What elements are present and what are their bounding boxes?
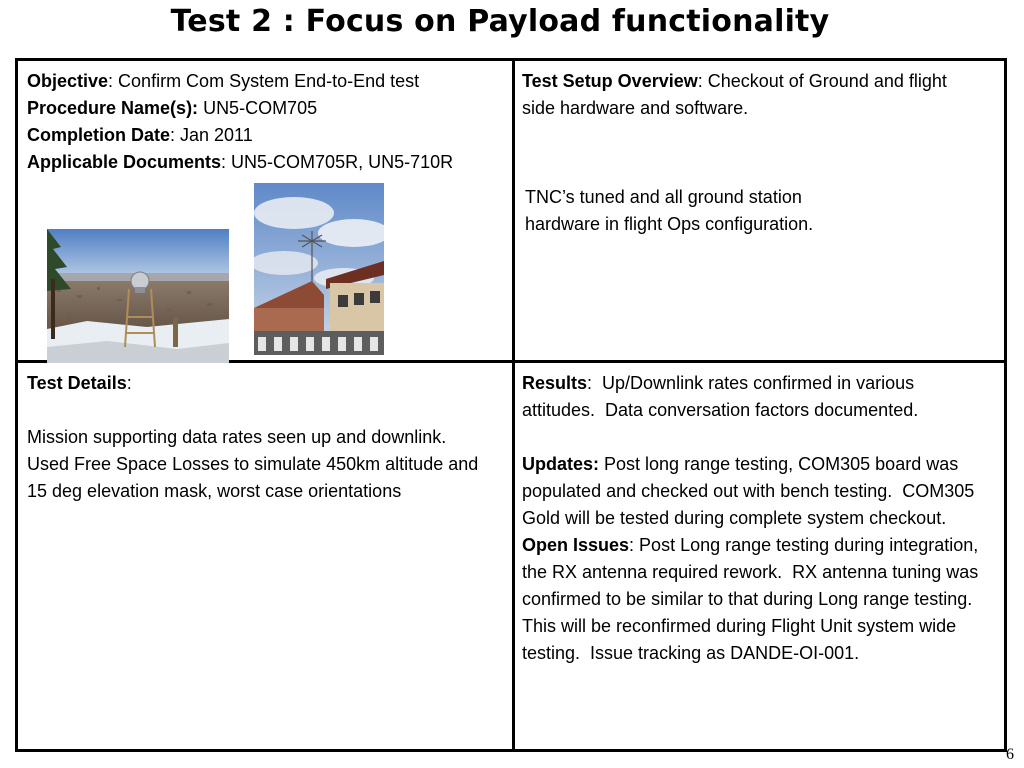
- results-line-1: [522, 370, 1006, 397]
- documents-line: [27, 149, 507, 176]
- page-number: 6: [1006, 746, 1014, 763]
- documents-value: : UN5-COM705R, UN5-710R: [221, 152, 454, 172]
- documents-label: Applicable Documents: [27, 152, 222, 172]
- details-colon: :: [126, 373, 132, 393]
- issues-value-1: : Post Long range testing during integration,: [629, 535, 979, 555]
- details-line-2: Used Free Space Losses to simulate 450km altitude and: [27, 454, 479, 474]
- results-line-2: attitudes. Data conversation factors documented.: [522, 400, 919, 420]
- results-value-1: : Up/Downlink rates confirmed in various: [587, 373, 915, 393]
- setup-line-2: side hardware and software.: [522, 98, 749, 118]
- completion-value: : Jan 2011: [170, 125, 253, 145]
- tnc-note-line-2: hardware in flight Ops configuration.: [525, 214, 814, 234]
- details-line-3: 15 deg elevation mask, worst case orientations: [27, 481, 402, 501]
- content-grid: [15, 58, 1007, 752]
- updates-line-1: [522, 451, 1006, 478]
- updates-value-1: Post long range testing, COM305 board was: [599, 454, 959, 474]
- details-heading: [27, 370, 507, 397]
- details-line-1: Mission supporting data rates seen up and downlink.: [27, 427, 447, 447]
- results-label: Results: [522, 373, 588, 393]
- tnc-note: [525, 184, 985, 238]
- completion-label: Completion Date: [27, 125, 171, 145]
- updates-label: Updates:: [522, 454, 600, 474]
- issues-line-5: testing. Issue tracking as DANDE-OI-001.: [522, 643, 860, 663]
- details-label: Test Details: [27, 373, 127, 393]
- results-cell: [522, 370, 1006, 748]
- procedure-label: Procedure Name(s):: [27, 98, 199, 118]
- test-info-cell: [27, 68, 507, 358]
- test-setup-cell: [522, 68, 1002, 358]
- objective-label: Objective: [27, 71, 109, 91]
- objective-value: : Confirm Com System End-to-End test: [108, 71, 420, 91]
- procedure-value: UN5-COM705: [198, 98, 318, 118]
- setup-label: Test Setup Overview: [522, 71, 698, 91]
- issues-line-1: [522, 532, 1006, 559]
- updates-line-2: populated and checked out with bench testing. COM305: [522, 481, 975, 501]
- issues-line-4: This will be reconfirmed during Flight Unit system wide: [522, 616, 957, 636]
- test-details-cell: [27, 370, 507, 748]
- grid-vertical-divider: [512, 61, 515, 749]
- issues-label: Open Issues: [522, 535, 630, 555]
- procedure-line: [27, 95, 507, 122]
- setup-line-1: [522, 68, 1002, 95]
- antenna-building-photo: [254, 183, 384, 355]
- issues-line-2: the RX antenna required rework. RX antenna tuning was: [522, 562, 979, 582]
- ground-station-landscape-photo: [47, 229, 229, 363]
- setup-value-1: : Checkout of Ground and flight: [697, 71, 947, 91]
- slide-title: Test 2 : Focus on Payload functionality: [170, 4, 830, 39]
- completion-line: [27, 122, 507, 149]
- issues-line-3: confirmed to be similar to that during Long range testing.: [522, 589, 973, 609]
- updates-line-3: Gold will be tested during complete system checkout.: [522, 508, 947, 528]
- tnc-note-line-1: TNC’s tuned and all ground station: [525, 187, 802, 207]
- objective-line: [27, 68, 507, 95]
